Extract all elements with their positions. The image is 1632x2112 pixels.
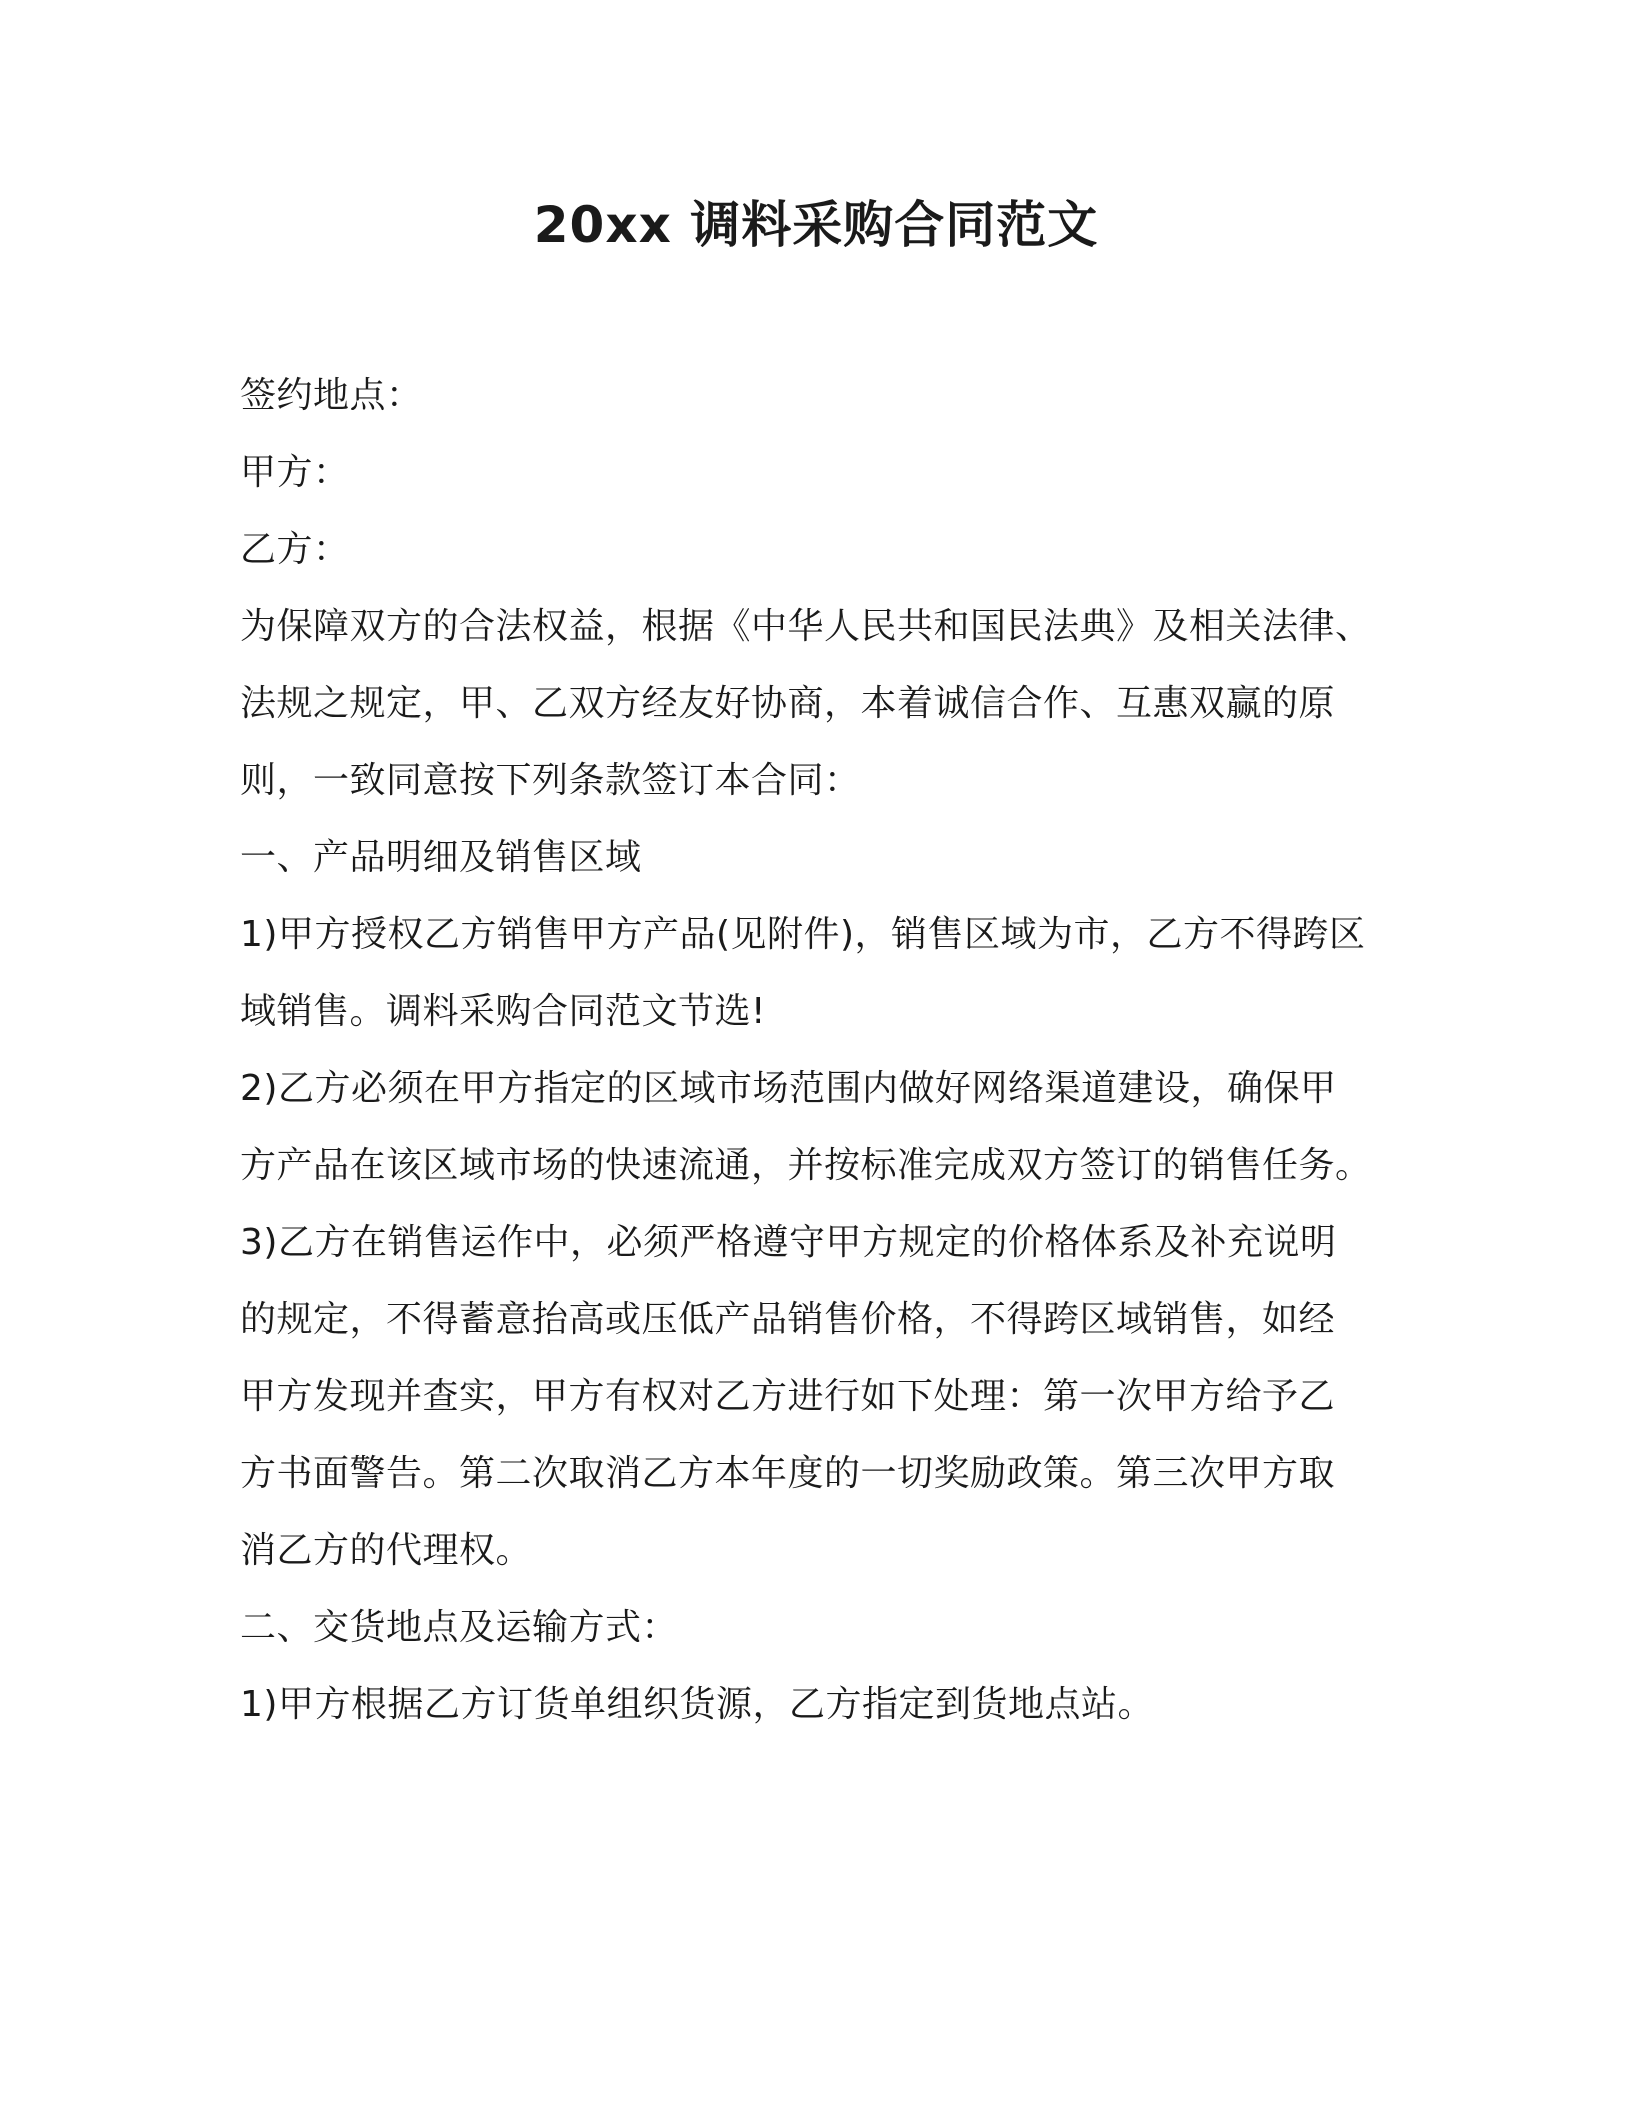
document-title: 20xx 调料采购合同范文 bbox=[533, 196, 1099, 254]
clause-line: 消乙方的代理权。 bbox=[240, 1530, 533, 1571]
clause-line: 方书面警告。第二次取消乙方本年度的一切奖励政策。第三次甲方取 bbox=[240, 1453, 1336, 1494]
clause-line: 方产品在该区域市场的快速流通，并按标准完成双方签订的销售任务。 bbox=[240, 1145, 1372, 1186]
clause-line: 甲方发现并查实，甲方有权对乙方进行如下处理：第一次甲方给予乙 bbox=[240, 1376, 1336, 1417]
signing-location-line: 签约地点： bbox=[240, 375, 423, 416]
document-body bbox=[240, 357, 1400, 1743]
clause-line: 2)乙方必须在甲方指定的区域市场范围内做好网络渠道建设，确保甲 bbox=[240, 1068, 1337, 1109]
clause-line: 3)乙方在销售运作中，必须严格遵守甲方规定的价格体系及补充说明 bbox=[240, 1222, 1337, 1263]
preamble-line: 法规之规定，甲、乙双方经友好协商，本着诚信合作、互惠双赢的原 bbox=[240, 683, 1336, 724]
section-heading-2: 二、交货地点及运输方式： bbox=[240, 1607, 679, 1648]
party-a-line: 甲方： bbox=[240, 452, 350, 493]
clause-line: 域销售。调料采购合同范文节选! bbox=[240, 991, 766, 1032]
clause-line: 1)甲方根据乙方订货单组织货源，乙方指定到货地点站。 bbox=[240, 1684, 1154, 1725]
preamble-line: 则，一致同意按下列条款签订本合同： bbox=[240, 760, 861, 801]
preamble-line: 为保障双方的合法权益，根据《中华人民共和国民法典》及相关法律、 bbox=[240, 606, 1372, 647]
party-b-line: 乙方： bbox=[240, 529, 350, 570]
clause-line: 1)甲方授权乙方销售甲方产品(见附件)，销售区域为市，乙方不得跨区 bbox=[240, 914, 1366, 955]
section-heading-1: 一、产品明细及销售区域 bbox=[240, 837, 642, 878]
clause-line: 的规定，不得蓄意抬高或压低产品销售价格，不得跨区域销售，如经 bbox=[240, 1299, 1336, 1340]
